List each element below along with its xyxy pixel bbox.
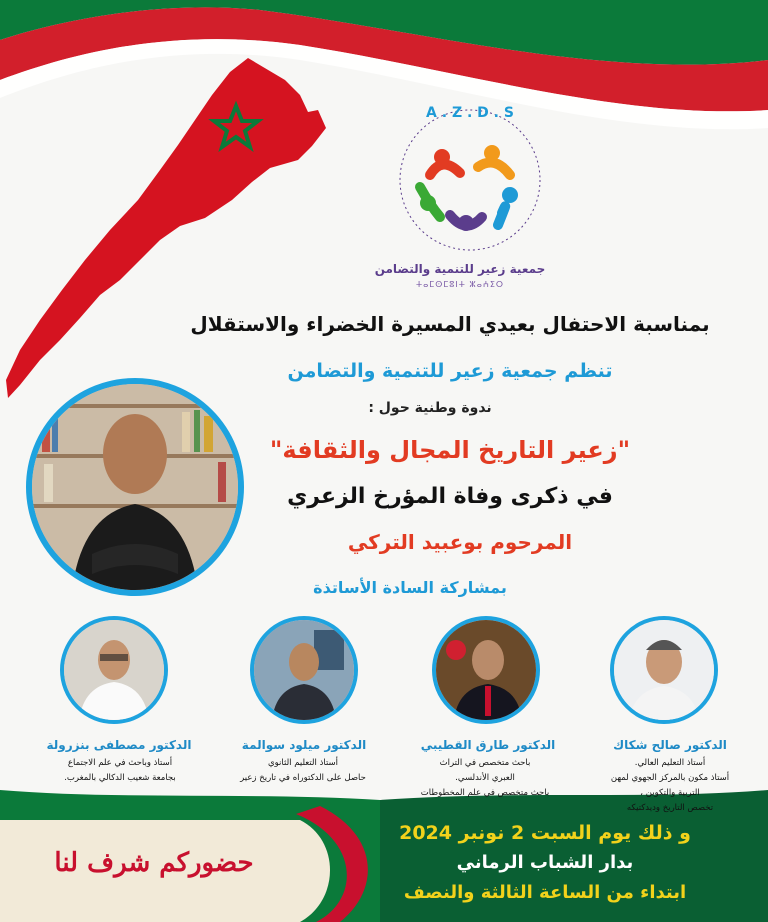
memory-line: في ذكرى وفاة المؤرخ الزعري bbox=[287, 484, 613, 509]
speaker-desc-2: باحث متخصص في التراث العبري الأندلسي. باحث متخصص في علم المخطوطات bbox=[420, 758, 550, 798]
speaker-name-4: الدكتور مصطفى بنزرولة bbox=[46, 738, 192, 752]
event-time: ابتداء من الساعة الثالثة والنصف bbox=[403, 882, 687, 903]
speaker-photo-3 bbox=[250, 616, 358, 724]
speaker-desc-4: أستاذ وباحث في علم الاجتماع بجامعة شعيب الدكالي بالمغرب. bbox=[64, 758, 176, 783]
morocco-map bbox=[0, 50, 340, 400]
logo-caption-arabic: جمعية زعير للتنمية والتضامن bbox=[374, 262, 546, 276]
svg-text:A . Z . D . S: A . Z . D . S bbox=[426, 105, 514, 121]
speaker-name-3: الدكتور ميلود سوالمة bbox=[241, 738, 367, 752]
occasion-heading: بمناسبة الاحتفال بعيدي المسيرة الخضراء والاستقلال bbox=[190, 312, 710, 336]
closing-message: حضوركم شرف لنا bbox=[54, 848, 254, 878]
seminar-intro: ندوة وطنية حول : bbox=[368, 400, 492, 416]
deceased-name: المرحوم بوعبيد التركي bbox=[347, 530, 573, 554]
speaker-photo-1 bbox=[610, 616, 718, 724]
speaker-name-2: الدكتور طارق القطيبي bbox=[420, 738, 556, 752]
speaker-name-1: الدكتور صالح شكاك bbox=[613, 738, 727, 752]
event-date: و ذلك يوم السبت 2 نونبر 2024 bbox=[399, 822, 691, 844]
organizer-line: تنظم جمعية زعير للتنمية والتضامن bbox=[287, 360, 613, 382]
speaker-photo-4 bbox=[60, 616, 168, 724]
speaker-desc-3: أستاذ التعليم الثانوي حاصل على الدكتوراه في تاريخ زعير bbox=[240, 758, 366, 783]
seminar-title: "زعير التاريخ المجال والثقافة" bbox=[269, 436, 631, 464]
historian-portrait bbox=[26, 378, 244, 596]
speaker-desc-1: أستاذ التعليم العالي. أستاذ مكون بالمركز الجهوي لمهن التربية والتكوين ، تخصص التاريخ وديدكتيكه bbox=[610, 758, 730, 813]
logo-caption-tifinagh: ⵜⴰⵎⵙⵎⵓⵏⵜ ⵣⴰⵄⵉⵔ bbox=[415, 280, 505, 289]
participation-heading: بمشاركة السادة الأساتذة bbox=[313, 578, 507, 597]
event-venue: بدار الشباب الرماني bbox=[456, 852, 634, 873]
speaker-photo-2 bbox=[432, 616, 540, 724]
